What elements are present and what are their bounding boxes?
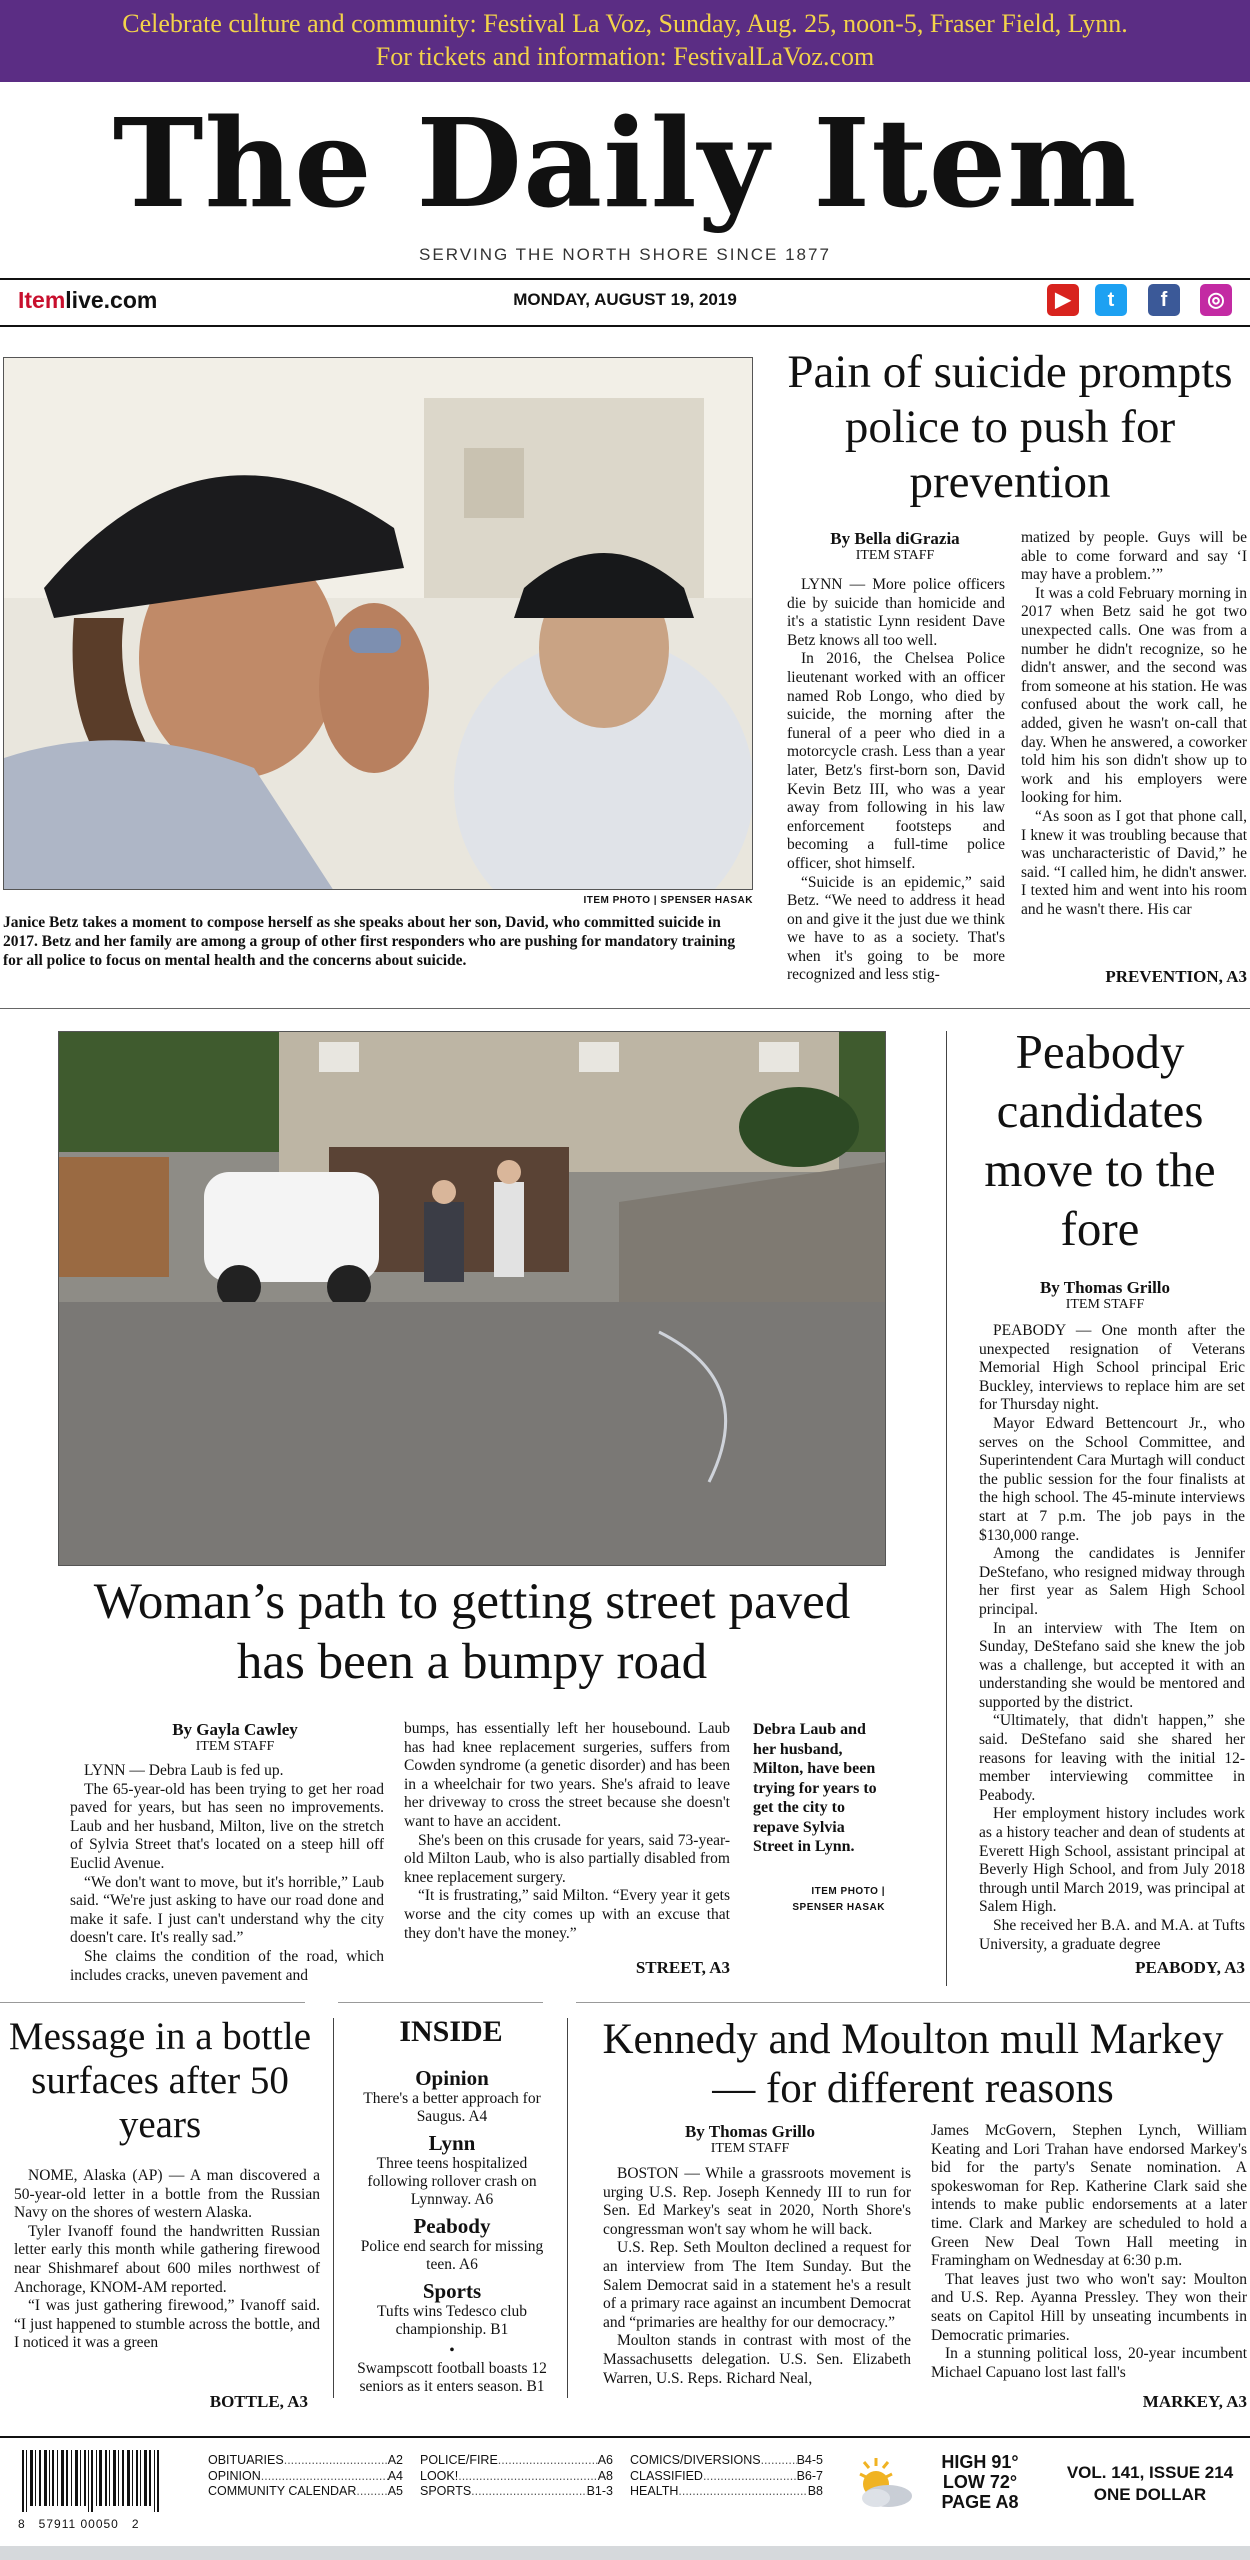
section-divider [0,2002,305,2003]
column-divider [567,2018,568,2398]
article-paragraph: In an interview with The Item on Sunday, DeStefano said she knew the job was a challenge, but accepted it with an understanding she would be mentored and supported by the district. [979,1619,1245,1711]
index-page: B6-7 [796,2468,823,2483]
column-divider [946,1031,947,1986]
index-page: A6 [597,2453,613,2467]
bottle-headline[interactable]: Message in a bottle surfaces after 50 years [8,2015,312,2146]
section-divider [338,2002,543,2003]
peabody-body [979,1322,1245,1954]
suicide-body-col-2 [1021,529,1247,919]
newspaper-nameplate: The Daily Item [112,91,1138,235]
peabody-byline: By Thomas Grillo [1039,1278,1171,1297]
volume-issue: VOL. 141, ISSUE 214 [1066,2463,1234,2482]
index-label: COMICS/DIVERSIONS [630,2453,761,2467]
inside-item[interactable] [352,2131,552,2209]
index-label: CLASSIFIED [630,2468,703,2483]
inside-item-section: Peabody [413,2214,491,2238]
index-row[interactable] [208,2469,403,2485]
inside-item-section: Opinion [415,2066,489,2090]
article-paragraph: In 2016, the Chelsea Police lieutenant worked with an officer named Rob Longo, who died by suicide, the morning after the funeral of a peer who died in a motorcycle crash. Less than a year later, Betz's first-born son, David Kevin Betz III, who was a year away from following in his law enforcement footsteps and becoming a full-time police officer, shot himself. [787,650,1005,872]
column-divider [333,2018,334,2398]
inside-item-section: Lynn [428,2131,476,2155]
index-label: POLICE/FIRE [420,2453,498,2467]
index-row[interactable] [208,2453,403,2469]
index-column-1 [208,2453,403,2500]
article-paragraph: Moulton stands in contrast with most of the Massachusetts delegation. U.S. Sen. Elizabeth Warren, U.S. Reps. Richard Neal, [603,2332,911,2387]
index-column-2 [420,2453,613,2500]
suicide-headline[interactable]: Pain of suicide prompts police to push for prevention [787,346,1233,508]
peabody-jump[interactable]: PEABODY, A3 [1135,1958,1245,1977]
kennedy-body-col-1 [603,2165,911,2388]
bullet-icon: • [449,2342,455,2359]
footer-rule-top [0,2436,1250,2438]
street-headline[interactable]: Woman’s path to getting street paved has been a bumpy road [93,1574,851,1690]
street-jump[interactable]: STREET, A3 [635,1958,730,1977]
article-paragraph: Tyler Ivanoff found the handwritten Russian letter early this month while gathering firewood near Shishmaref about 600 miles northwest of Anchorage, KNOM-AM reported. [14,2222,320,2296]
index-label: COMMUNITY CALENDAR [208,2484,357,2498]
article-paragraph: U.S. Rep. Seth Moulton declined a request for an interview from The Item Sunday. But the Salem Democrat said in a statement he's a result of a primary race against an incumbent Democrat and “primaries are healthy for our democracy.” [603,2239,911,2331]
article-paragraph: She claims the condition of the road, which includes cracks, uneven pavement and [70,1947,384,1984]
nameplate-tagline: SERVING THE NORTH SHORE SINCE 1877 [419,245,831,264]
section-divider [576,2002,1250,2003]
street-photo-credit-2: SPENSER HASAK [792,1902,885,1913]
inside-item[interactable] [352,2066,552,2126]
article-paragraph: “It is frustrating,” said Milton. “Every year it gets worse and the city comes up with an excuse that they don't have the money.” [404,1887,730,1942]
article-paragraph: In a stunning political loss, 20-year incumbent Michael Capuano lost last fall's [931,2345,1247,2381]
inside-item[interactable] [352,2279,552,2339]
section-divider [0,1008,1250,1009]
inside-item-text: Three teens hospitalized following rollover crash on Lynnway. A6 [367,2155,537,2208]
inside-title: INSIDE [399,2015,503,2048]
suicide-body-col-1 [787,576,1005,985]
peabody-byline-staff: ITEM STAFF [1065,1297,1145,1312]
index-label: OBITUARIES [208,2453,284,2467]
partly-sunny-weather-icon [848,2452,918,2512]
article-paragraph: “Suicide is an epidemic,” said Betz. “We need to address it head on and give it the just due we think we have to as a society. That's when it's going to be more recognized and less stig- [787,873,1005,984]
street-byline-staff: ITEM STAFF [195,1739,275,1754]
index-page: A5 [387,2484,403,2498]
street-byline: By Gayla Cawley [172,1720,298,1739]
index-label: HEALTH [630,2484,679,2498]
suicide-jump[interactable]: PREVENTION, A3 [1105,967,1247,986]
article-paragraph: That leaves just two who won't say: Moulton and U.S. Rep. Ayanna Pressley. They won their seats on Capitol Hill by unseating incumbents in Democratic primaries. [931,2270,1247,2344]
index-label: LOOK! [420,2468,459,2483]
article-paragraph: “I was just gathering firewood,” Ivanoff said. “I just happened to stumble across the bottle, and I noticed it was a green [14,2297,320,2352]
article-paragraph: “We don't want to move, but it's horrible,” Laub said. “We're just asking to have our road done and make it safe. I just can't understand why the city doesn't care. It's really sad.” [70,1873,384,1947]
article-paragraph: James McGovern, Stephen Lynch, William Keating and Lori Trahan have endorsed Markey's bid for the party's Senate nomination. A spokeswoman for Rep. Katherine Clark said she intends to make public endorsements at a later time. Clark and Markey are scheduled to hold a Green New Deal Town Hall meeting in Framingham on Wednesday at 6:30 p.m. [931,2122,1247,2270]
site-logo-prefix: Item [18,287,66,313]
article-paragraph: LYNN — More police officers die by suicide than homicide and it's a statistic Lynn resident Dave Betz knows all too well. [787,576,1005,649]
index-page: B8 [807,2484,823,2498]
bottle-body [14,2167,320,2353]
inside-item-text: Tufts wins Tedesco club championship. B1 [376,2303,528,2338]
article-paragraph: bumps, has essentially left her housebound. Laub has had knee replacement surgeries, suffers from Cowden syndrome (a genetic disorder) and has been in a wheelchair for two years. She's afraid to leave her driveway to cross the street because she doesn't want to have an accident. [404,1720,730,1830]
inside-item-text: There's a better approach for Saugus. A4 [363,2090,541,2125]
facebook-icon[interactable]: f [1148,284,1180,316]
index-page: A8 [597,2468,613,2483]
kennedy-byline: By Thomas Grillo [684,2122,816,2141]
kennedy-byline-staff: ITEM STAFF [710,2141,790,2156]
price: ONE DOLLAR [1093,2485,1207,2504]
issue-date: MONDAY, AUGUST 19, 2019 [513,290,737,309]
page-bottom-bar [0,2546,1250,2560]
site-logo-suffix: live.com [65,287,158,313]
street-photo-caption: Debra Laub and her husband, Milton, have been trying for years to get the city to repave Sylvia Street in Lynn. [753,1721,877,1855]
kennedy-jump[interactable]: MARKEY, A3 [1142,2392,1247,2411]
inside-item[interactable] [352,2214,552,2274]
suicide-photo-credit: ITEM PHOTO | SPENSER HASAK [583,895,753,906]
article-paragraph: BOSTON — While a grassroots movement is urging U.S. Rep. Joseph Kennedy III to run for Sen. Ed Markey's seat in 2020, North Shore's congressman won't say whom he will back. [603,2165,911,2238]
article-paragraph: She's been on this crusade for years, said 73-year-old Milton Laub, who is also partially disabled from knee replacement surgery. [404,1831,730,1886]
index-page: A4 [387,2468,403,2483]
banner-line-2[interactable]: For tickets and information: FestivalLaVoz.com [375,42,875,71]
twitter-icon[interactable]: t [1095,284,1127,316]
index-row[interactable] [420,2484,613,2500]
article-paragraph: LYNN — Debra Laub is fed up. [84,1762,284,1779]
banner-line-1: Celebrate culture and community: Festival La Voz, Sunday, Aug. 25, noon-5, Fraser Field, Lynn. [122,9,1128,38]
masthead-rule-bottom [0,325,1250,327]
weather-page: PAGE A8 [941,2492,1019,2512]
barcode-image [18,2450,178,2512]
instagram-icon[interactable]: ◎ [1200,284,1232,316]
article-paragraph: She received her B.A. and M.A. at Tufts University, a graduate degree [979,1917,1245,1953]
kennedy-headline[interactable]: Kennedy and Moulton mull Markey — for different reasons [602,2016,1224,2112]
weather-low: LOW 72° [942,2472,1018,2492]
inside-list [352,2066,552,2396]
index-row[interactable] [630,2484,823,2500]
street-story-photo [58,1031,886,1566]
suicide-byline-staff: ITEM STAFF [855,548,935,563]
article-paragraph: “Ultimately, that didn't happen,” she said. DeStefano said she shared her reasons for leaving with the initial 12-member interviewing committee in Peabody. [979,1712,1245,1804]
bottle-jump[interactable]: BOTTLE, A3 [209,2392,308,2411]
article-paragraph: It was a cold February morning in 2017 when Betz said he got two unexpected calls. One was from a number he didn't recognize, so he didn't answer, and the second was from someone at his station. He was confused about the work call, he added, given he wasn't on-call that day. When he answered, a coworker told him his son didn't show up to work and his employers were looking for him. [1021,584,1247,807]
youtube-icon[interactable]: ▶ [1047,284,1079,316]
index-page: B1-3 [586,2484,613,2498]
index-column-3 [630,2453,823,2500]
index-row[interactable] [208,2484,403,2500]
index-page: B4-5 [796,2453,823,2467]
index-row[interactable] [420,2453,613,2469]
street-body-col-2 [404,1720,730,1943]
suicide-byline: By Bella diGrazia [830,529,960,548]
inside-item-extra[interactable]: Swampscott football boasts 12 seniors as it enters season. B1 [357,2360,547,2395]
barcode-number: 8 57911 00050 2 [18,2517,140,2531]
peabody-headline[interactable]: Peabody candidates move to the fore [984,1024,1216,1256]
kennedy-body-col-2 [931,2122,1247,2382]
index-label: OPINION [208,2468,261,2483]
suicide-photo-caption: Janice Betz takes a moment to compose herself as she speaks about her son, David, who committed suicide in 2017. Betz and her family are among a group of other first responders who are pushing for mandatory training for all police to focus on mental health and the concerns about suicide. [3,914,736,969]
article-paragraph: PEABODY — One month after the unexpected resignation of Veterans Memorial High School principal Eric Buckley, interviews to replace him are set for Thursday night. [979,1322,1245,1414]
index-row[interactable] [630,2453,823,2469]
article-paragraph: NOME, Alaska (AP) — A man discovered a 50-year-old letter in a bottle from the Russian Navy on the shores of western Alaska. [14,2167,320,2222]
index-label: SPORTS [420,2484,472,2498]
article-paragraph: The 65-year-old has been trying to get her road paved for years, but has seen no improvements. Laub and her husband, Milton, live on the stretch of Sylvia Street that's located on a steep hill off Euclid Avenue. [70,1780,384,1872]
index-row[interactable] [420,2469,613,2485]
street-body-col-1 [70,1762,384,1985]
article-paragraph: Among the candidates is Jennifer DeStefano, who resigned midway through her first year as Salem High School principal. [979,1545,1245,1618]
index-row[interactable] [630,2469,823,2485]
index-page: A2 [387,2453,403,2467]
barcode [18,2450,178,2540]
masthead-rule-top [0,278,1250,280]
promo-banner[interactable] [0,0,1250,82]
suicide-story-photo [3,357,753,890]
inside-item-section: Sports [422,2279,482,2303]
street-photo-credit-1: ITEM PHOTO | [811,1886,885,1897]
article-paragraph: matized by people. Guys will be able to come forward and say ‘I may have a problem.’” [1021,529,1247,584]
weather-box [930,2452,1030,2512]
article-paragraph: Mayor Edward Bettencourt Jr., who serves on the School Committee, and Superintendent Cara Murtagh will conduct the public session for the four finalists at the high school. The 45-minute interviews start at 7 p.m. The job pays in the $130,000 range. [979,1414,1245,1544]
inside-item-text: Police end search for missing teen. A6 [360,2238,544,2273]
article-paragraph: Her employment history includes work as a history teacher and dean of students at Everett High School, assistant principal at Beverly High School, and from July 2018 through until March 2019, was principal at Salem High. [979,1805,1245,1916]
weather-high: HIGH 91° [941,2452,1019,2472]
issue-info [1060,2462,1240,2506]
article-paragraph: “As soon as I got that phone call, I knew it was troubling because that was uncharacteristic of David,” he said. “I called him, he didn't answer. I texted him and went into his room and he wasn't there. His car [1021,807,1247,918]
